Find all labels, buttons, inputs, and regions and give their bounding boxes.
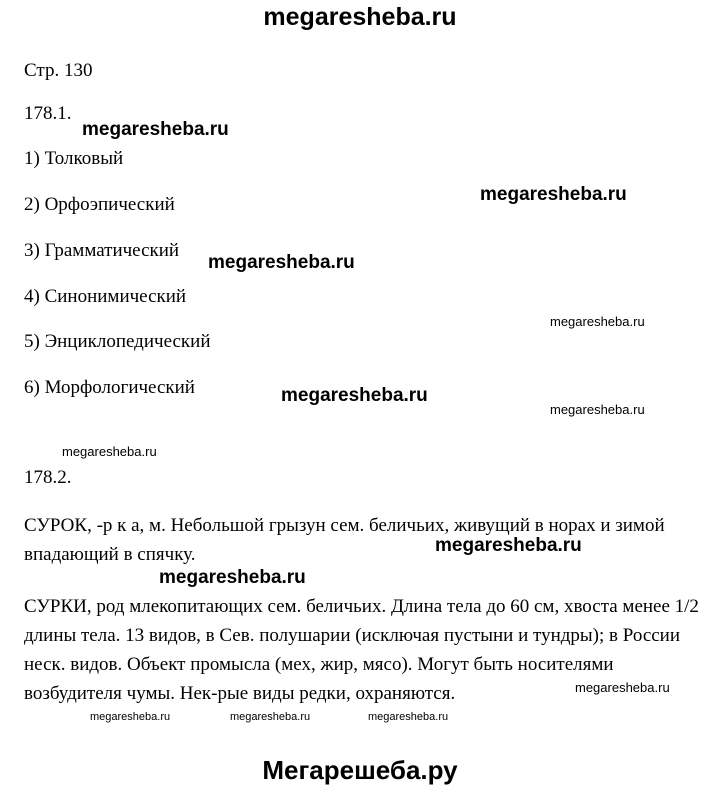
site-footer-title: Мегарешеба.ру (262, 755, 458, 785)
watermark-text: megaresheba.ru (159, 567, 306, 588)
page-number-label: Стр. 130 (24, 60, 93, 81)
exercise-number-178-2: 178.2. (24, 467, 72, 488)
list-item: 4) Синонимический (24, 286, 187, 307)
watermark-text: megaresheba.ru (208, 252, 355, 273)
watermark-text: megaresheba.ru (480, 184, 627, 205)
list-item: 6) Морфологический (24, 377, 195, 398)
watermark-text: megaresheba.ru (575, 680, 670, 695)
watermark-text: megaresheba.ru (550, 402, 645, 417)
watermark-text: megaresheba.ru (281, 385, 428, 406)
definition-paragraph-surok: СУРОК, -р к а, м. Небольшой грызун сем. беличьих, живущий в норах и зимой впадающий в спячку. (24, 515, 665, 565)
site-header-title: megaresheba.ru (263, 3, 457, 31)
list-item: 5) Энциклопедический (24, 331, 211, 352)
exercise-number-178-1: 178.1. (24, 103, 72, 124)
watermark-text: megaresheba.ru (90, 711, 171, 723)
watermark-text: megaresheba.ru (82, 119, 229, 140)
encyclopedia-paragraph-surki: СУРКИ, род млекопитающих сем. беличьих. Длина тела до 60 см, хвоста менее 1/2 длины тела. 13 видов, в Сев. полушарии (исключая пустыни и тундры); в России неск. видов. Объект промысла (мех, жир, мясо). Могут быть носителями возбудителя чумы. Нек-рые виды редки, охраняются. (24, 596, 699, 704)
watermark-text: megaresheba.ru (62, 444, 157, 459)
list-item: 2) Орфоэпический (24, 194, 175, 215)
list-item: 3) Грамматический (24, 240, 180, 261)
list-item: 1) Толковый (24, 148, 124, 169)
watermark-text: megaresheba.ru (550, 314, 645, 329)
watermark-text: megaresheba.ru (230, 711, 311, 723)
watermark-text: megaresheba.ru (435, 535, 582, 556)
watermark-text: megaresheba.ru (368, 711, 449, 723)
